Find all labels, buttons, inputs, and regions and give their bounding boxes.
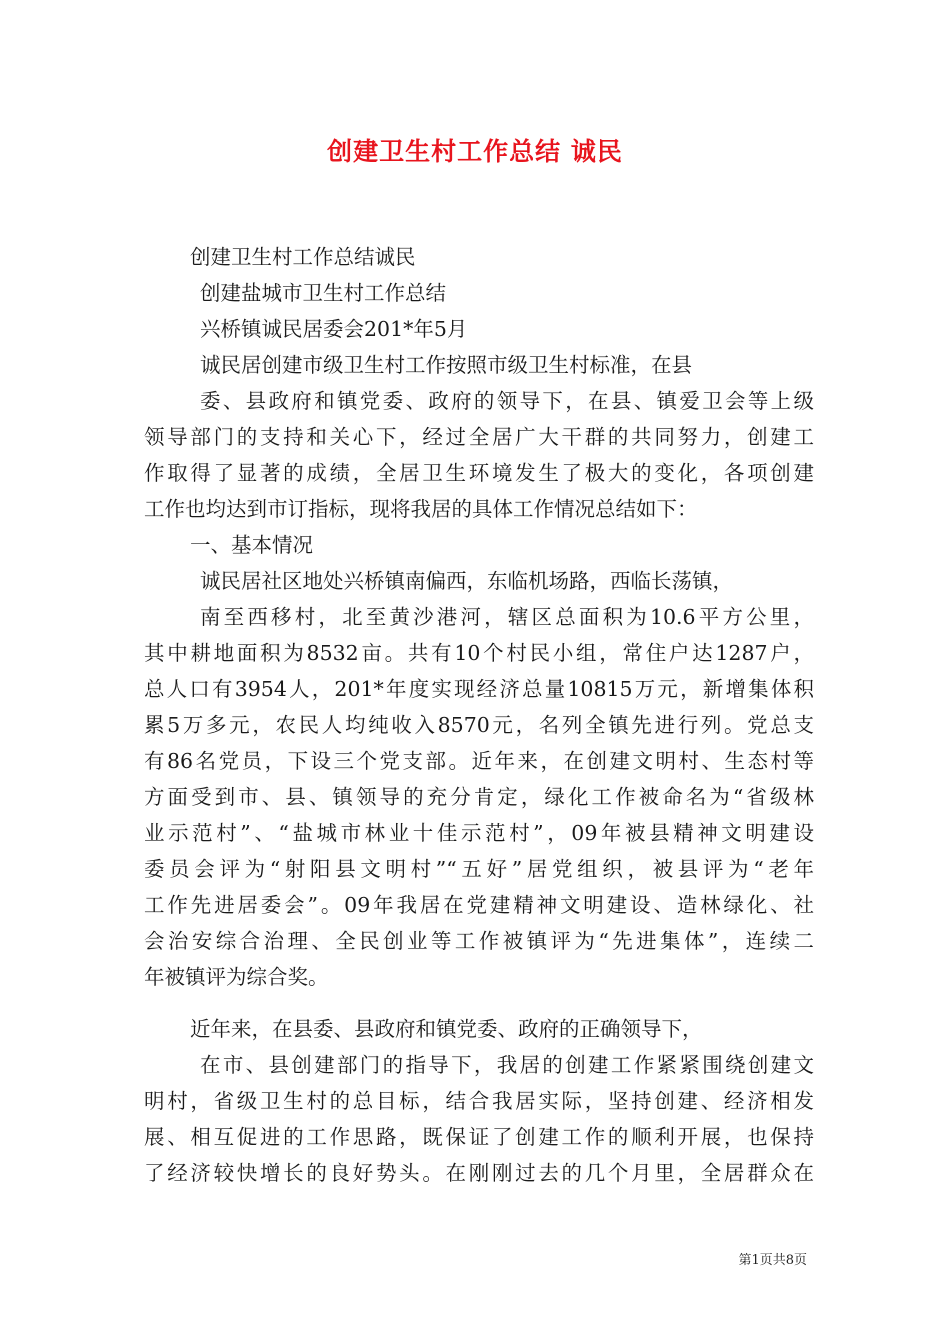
body-line: 作取得了显著的成绩，全居卫生环境发生了极大的变化，各项创建 [144,461,814,485]
body-line: 工作也均达到市订指标，现将我居的具体工作情况总结如下： [144,497,698,521]
body-line: 诚民居社区地处兴桥镇南偏西，东临机场路，西临长荡镇， [200,569,733,593]
body-line: 累5万多元，农民人均纯收入8570元，名列全镇先进行列。党总支 [144,713,814,737]
body-line: 领导部门的支持和关心下，经过全居广大干群的共同努力，创建工 [144,425,814,449]
body-line: 委员会评为“射阳县文明村”“五好”居党组织，被县评为“老年 [144,857,814,881]
body-line: 诚民居创建市级卫生村工作按照市级卫生村标准，在县 [200,353,692,377]
body-line: 明村，省级卫生村的总目标，结合我居实际，坚持创建、经济相发 [144,1089,814,1113]
section-heading: 一、基本情况 [190,533,313,557]
body-line: 方面受到市、县、镇领导的充分肯定，绿化工作被命名为“省级林 [144,785,814,809]
body-line: 年被镇评为综合奖。 [144,965,329,989]
body-line: 在市、县创建部门的指导下，我居的创建工作紧紧围绕创建文 [200,1053,814,1077]
document-title: 创建卫生村工作总结 诚民 [327,137,623,166]
page-footer: 第1页共8页 [738,1253,807,1268]
body-line: 会治安综合治理、全民创业等工作被镇评为“先进集体”，连续二 [144,929,814,953]
body-line: 工作先进居委会”。09年我居在党建精神文明建设、造林绿化、社 [144,893,814,917]
body-line: 创建卫生村工作总结诚民 [190,245,416,269]
body-line: 总人口有3954人，201*年度实现经济总量10815万元，新增集体积 [144,677,814,701]
body-line: 兴桥镇诚民居委会201*年5月 [200,317,468,341]
body-line: 了经济较快增长的良好势头。在刚刚过去的几个月里，全居群众在 [144,1161,814,1185]
body-line: 近年来，在县委、县政府和镇党委、政府的正确领导下， [190,1017,703,1041]
body-line: 其中耕地面积为8532亩。共有10个村民小组，常住户达1287户， [144,641,814,665]
body-line: 业示范村”、“盐城市林业十佳示范村”，09年被县精神文明建设 [144,821,814,845]
body-line: 委、县政府和镇党委、政府的领导下，在县、镇爱卫会等上级 [200,389,814,413]
body-line: 展、相互促进的工作思路，既保证了创建工作的顺利开展，也保持 [144,1125,814,1149]
body-line: 创建盐城市卫生村工作总结 [200,281,446,305]
body-line: 有86名党员，下设三个党支部。近年来，在创建文明村、生态村等 [144,749,814,773]
body-line: 南至西移村，北至黄沙港河，辖区总面积为10.6平方公里， [200,605,814,629]
